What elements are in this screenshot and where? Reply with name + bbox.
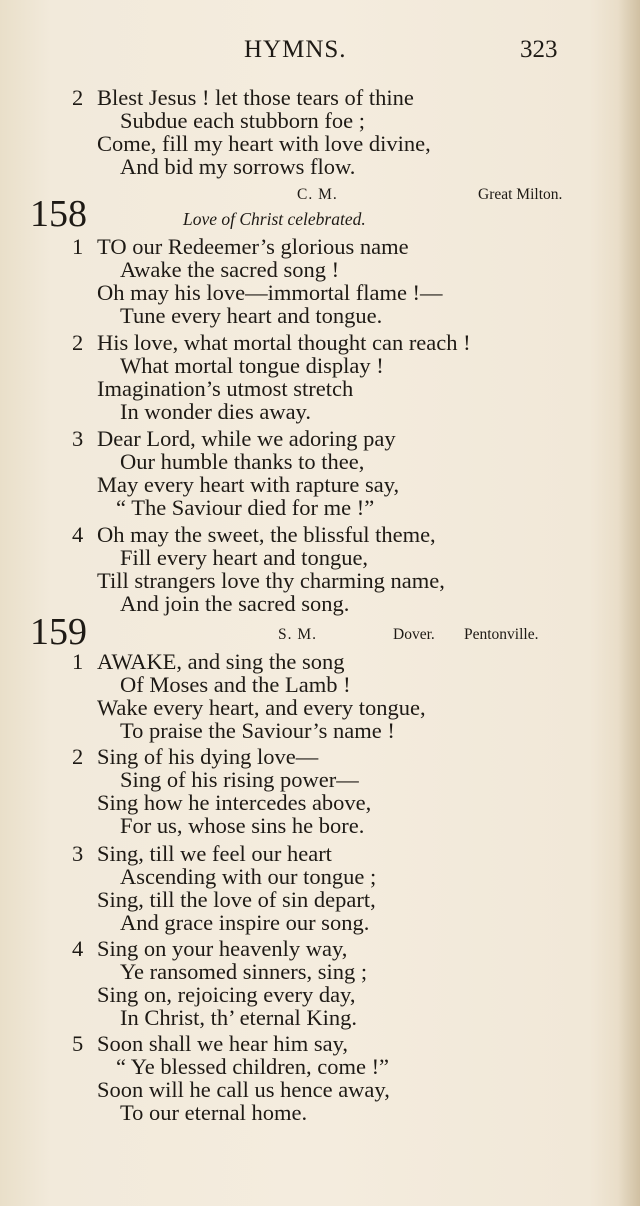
verse-line: Fill every heart and tongue, [120,545,369,570]
hymn-tune: Pentonville. [464,626,539,643]
verse-line: AWAKE, and sing the song [97,649,345,674]
verse-number: 2 [72,744,84,769]
verse-number: 3 [72,426,84,451]
verse-line: And join the sacred song. [120,591,350,616]
verse-line: And grace inspire our song. [120,910,370,935]
verse-line: To praise the Saviour’s name ! [120,718,395,743]
verse-line: Tune every heart and tongue. [120,303,383,328]
hymn-tune: Great Milton. [478,186,563,203]
hymn-number: 159 [30,611,87,653]
page-number: 323 [520,36,558,63]
verse-line: Oh may the sweet, the blissful theme, [97,522,436,547]
verse-line: Oh may his love—immortal flame !— [97,280,443,305]
verse-line: Sing how he intercedes above, [97,790,372,815]
verse-line: Soon shall we hear him say, [97,1031,348,1056]
verse-line: Subdue each stubborn foe ; [120,108,365,133]
verse-line: “ The Saviour died for me !” [116,495,375,520]
verse-line: Ye ransomed sinners, sing ; [120,959,368,984]
verse-line: Sing, till we feel our heart [97,841,332,866]
hymn-subtitle: Love of Christ celebrated. [183,209,366,229]
verse-line: Sing on, rejoicing every day, [97,982,356,1007]
verse-line: Imagination’s utmost stretch [97,376,354,401]
verse-line: Of Moses and the Lamb ! [120,672,351,697]
verse-line: TO our Redeemer’s glorious name [97,234,409,259]
verse-number: 2 [72,85,84,110]
verse-line: Our humble thanks to thee, [120,449,365,474]
verse-number: 4 [72,936,84,961]
verse-line: Blest Jesus ! let those tears of thine [97,85,414,110]
hymn-meter: C. M. [297,186,338,203]
verse-number: 5 [72,1031,84,1056]
hymn-meter: S. M. [278,626,318,643]
verse-line: In wonder dies away. [120,399,311,424]
verse-line: Ascending with our tongue ; [120,864,377,889]
verse-line: What mortal tongue display ! [120,353,384,378]
verse-line: In Christ, th’ eternal King. [120,1005,358,1030]
verse-number: 1 [72,234,84,259]
verse-line: Sing of his dying love— [97,744,319,769]
verse-line: Sing, till the love of sin depart, [97,887,376,912]
verse-line: Till strangers love thy charming name, [97,568,445,593]
verse-line: “ Ye blessed children, come !” [116,1054,390,1079]
verse-line: For us, whose sins he bore. [120,813,365,838]
verse-line: Sing on your heavenly way, [97,936,348,961]
verse-number: 3 [72,841,84,866]
verse-line: Wake every heart, and every tongue, [97,695,426,720]
hymn-number: 158 [30,193,87,235]
verse-number: 2 [72,330,84,355]
verse-line: To our eternal home. [120,1100,308,1125]
running-header-title: HYMNS. [244,36,347,63]
page-edge-shadow [618,0,640,1206]
verse-line: And bid my sorrows flow. [120,154,356,179]
verse-line: Soon will he call us hence away, [97,1077,390,1102]
verse-line: May every heart with rapture say, [97,472,400,497]
verse-line: Come, fill my heart with love divine, [97,131,431,156]
verse-line: Awake the sacred song ! [120,257,340,282]
verse-line: Sing of his rising power— [120,767,359,792]
verse-line: Dear Lord, while we adoring pay [97,426,396,451]
verse-line: His love, what mortal thought can reach ! [97,330,471,355]
verse-number: 1 [72,649,84,674]
verse-number: 4 [72,522,84,547]
hymn-tune: Dover. [393,626,435,643]
